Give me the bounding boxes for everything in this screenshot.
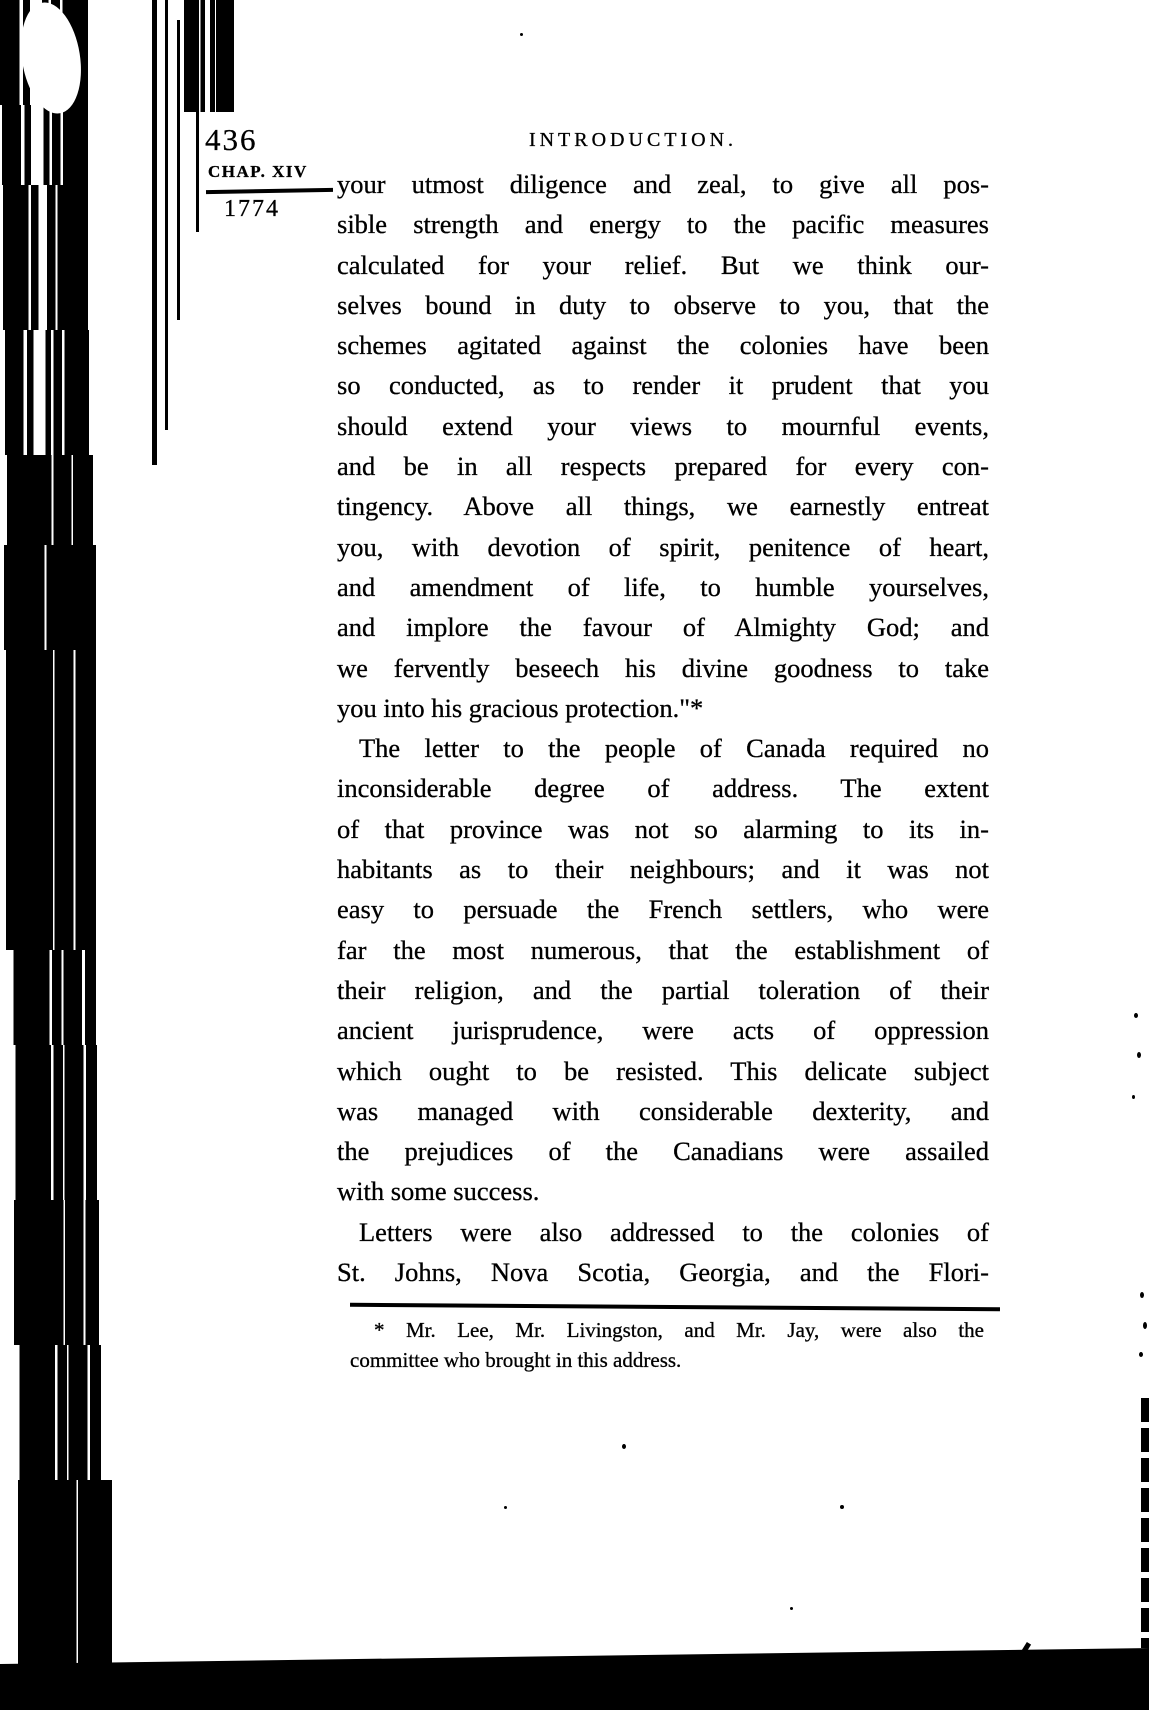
artifact-streak: [196, 112, 199, 232]
text-line: and be in all respects prepared for every con-: [337, 451, 989, 482]
artifact-streak: [177, 20, 180, 320]
text-line: committee who brought in this address.: [350, 1347, 682, 1372]
speckle: [840, 1505, 844, 1509]
text-line: so conducted, as to render it prudent that you: [337, 370, 989, 401]
text-line: you, with devotion of spirit, penitence of heart,: [337, 531, 989, 562]
year-label: 1774: [224, 196, 280, 222]
body-text: [337, 164, 989, 1292]
text-line: their religion, and the partial toleration of their: [337, 974, 989, 1005]
text-line: easy to persuade the French settlers, who were: [337, 894, 989, 925]
text-line: schemes agitated against the colonies have been: [337, 330, 989, 361]
artifact-segment: [4, 545, 96, 650]
speckle: [1134, 1013, 1138, 1018]
text-line: sible strength and energy to the pacific measures: [337, 209, 989, 240]
speckle: [1143, 1322, 1147, 1329]
artifact-segment: [6, 650, 96, 950]
artifact-segment: [2, 105, 88, 185]
artifact-segment: [14, 1200, 99, 1345]
text-line: the prejudices of the Canadians were assailed: [337, 1136, 989, 1167]
scan-artifact-right-strip: [1141, 1398, 1149, 1648]
text-line: you into his gracious protection."*: [337, 692, 704, 723]
text-line: * Mr. Lee, Mr. Livingston, and Mr. Jay, were also the: [374, 1318, 984, 1342]
text-line: The letter to the people of Canada required no: [359, 733, 989, 764]
text-line: and amendment of life, to humble yourselves,: [337, 571, 989, 602]
artifact-segment: [10, 950, 96, 1045]
text-line: we fervently beseech his divine goodness to take: [337, 652, 989, 683]
text-line: selves bound in duty to observe to you, that the: [337, 289, 989, 320]
text-line: calculated for your relief. But we think our-: [337, 249, 989, 280]
text-line: ancient jurisprudence, were acts of oppression: [337, 1015, 989, 1046]
speckle: [790, 1607, 793, 1610]
speckle: [1132, 1095, 1135, 1099]
footnote: [350, 1316, 984, 1375]
speckle: [520, 33, 523, 36]
artifact-segment: [12, 1045, 97, 1200]
speckle: [504, 1506, 507, 1509]
text-line: of that province was not so alarming to its in-: [337, 813, 989, 844]
text-line: Letters were also addressed to the colonies of: [359, 1216, 989, 1247]
artifact-segment: [7, 455, 93, 545]
text-line: habitants as to their neighbours; and it was not: [337, 854, 989, 885]
text-line: far the most numerous, that the establishment of: [337, 934, 989, 965]
speckle: [1137, 1052, 1141, 1058]
text-line: should extend your views to mournful events,: [337, 410, 989, 441]
text-line: your utmost diligence and zeal, to give all pos-: [337, 169, 989, 199]
artifact-streak: [152, 0, 157, 465]
scan-artifact-bottom-bar: [0, 1638, 1149, 1710]
speckle: [622, 1444, 626, 1449]
text-line: which ought to be resisted. This delicate subject: [337, 1055, 989, 1086]
speckle: [1139, 1352, 1143, 1357]
speckle: [1140, 1292, 1144, 1298]
running-header: INTRODUCTION.: [528, 129, 738, 151]
text-line: St. Johns, Nova Scotia, Georgia, and the Flori-: [337, 1257, 989, 1288]
chapter-rule: [206, 188, 333, 194]
footnote-rule: [350, 1303, 1000, 1312]
chapter-label: CHAP. XIV: [208, 162, 308, 181]
text-line: with some success.: [337, 1176, 540, 1207]
page-number: 436: [205, 122, 258, 157]
artifact-segment: [16, 1345, 101, 1480]
text-line: was managed with considerable dexterity, and: [337, 1095, 989, 1126]
artifact-segment: [3, 185, 88, 330]
artifact-streak: [184, 0, 234, 112]
artifact-segment: [5, 330, 89, 455]
text-line: inconsiderable degree of address. The extent: [337, 773, 989, 804]
text-line: tingency. Above all things, we earnestly entreat: [337, 491, 989, 522]
text-line: and implore the favour of Almighty God; and: [337, 612, 989, 643]
artifact-streak: [165, 0, 168, 430]
